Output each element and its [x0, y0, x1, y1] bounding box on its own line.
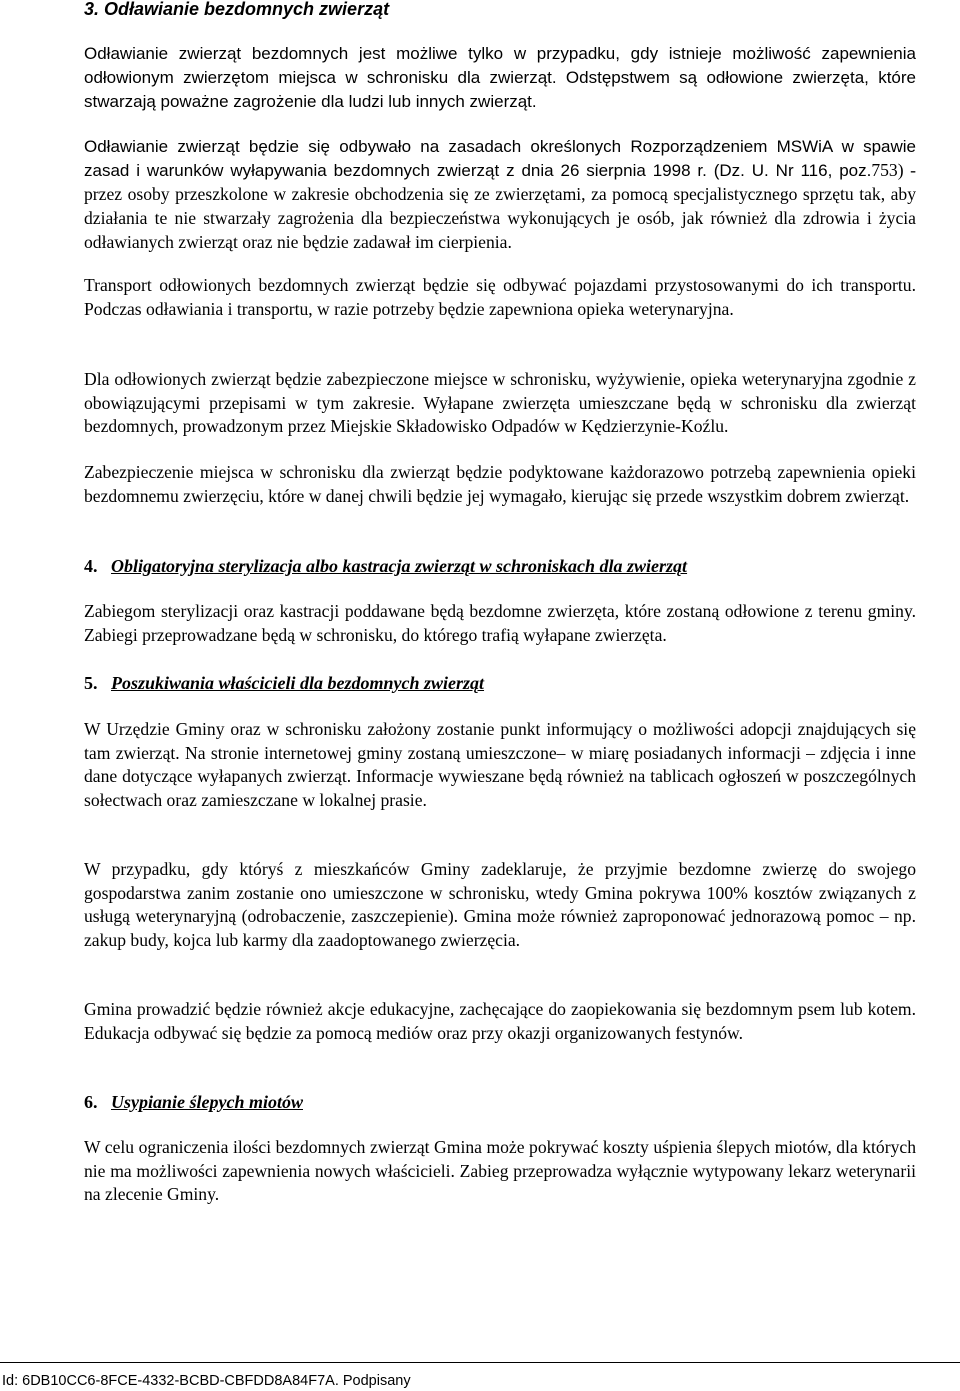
section-4-paragraph-1: Zabiegom sterylizacji oraz kastracji poddawane będą bezdomne zwierzęta, które zostaną odłowione z terenu gminy. Zabiegi przeprowadzane będą w schronisku, do którego trafią wyłapane zwierzęta. [84, 601, 916, 645]
section-5-paragraph-1: W Urzędzie Gminy oraz w schronisku założony zostanie punkt informujący o możliwości adopcji znajdujących się tam zwierząt. Na stronie internetowej gminy zostaną umieszczone– w miarę posiadanych informacji – zdjęcia i inne dane dotyczące wyłapanych zwierząt. Informacje wywieszane będą również na tablicach ogłoszeń w poszczególnych sołectwach oraz zamieszczane w lokalnej prasie. [84, 719, 916, 810]
document-footer [0, 1362, 960, 1389]
section-3-paragraph-5: Zabezpieczenie miejsca w schronisku dla zwierząt będzie podyktowane każdorazowo potrzebą zapewnienia opieki bezdomnemu zwierzęciu, które w danej chwili będzie jej wymagało, kierując się przede wszystkim dobrem zwierząt. [84, 462, 916, 506]
section-5-paragraph-3: Gmina prowadzić będzie również akcje edukacyjne, zachęcające do zaopiekowania się bezdomnym psem lub kotem. Edukacja odbywać się będzie za pomocą mediów oraz przy okazji organizowanych festynów. [84, 999, 916, 1043]
section-5-title: Poszukiwania właścicieli dla bezdomnych zwierząt [111, 673, 485, 693]
document-id-footer: Id: 6DB10CC6-8FCE-4332-BCBD-CBFDD8A84F7A. Podpisany [2, 1373, 411, 1389]
section-5-paragraph-2: W przypadku, gdy któryś z mieszkańców Gminy zadeklaruje, że przyjmie bezdomne zwierzę do swojego gospodarstwa zanim zostanie ono umieszczone w schronisku, wtedy Gmina pokrywa 100% kosztów związanych z usługą weterynaryjną (odrobaczenie, zaszczepienie). Gmina może również zaproponować jednorazową pomoc – np. zakup budy, kojca lub karmy dla zaadoptowanego zwierzęcia. [84, 859, 916, 950]
regulation-continuation-text: 753) - przez osoby przeszkolone w zakresie obchodzenia się ze zwierzętami, za pomocą specjalistycznego sprzętu tak, aby działania te nie stwarzały zagrożenia dla bezpieczeństwa wykonujących je osób, jak również dla zdrowia i życia odławianych zwierząt oraz nie będzie zadawał im cierpienia. [84, 160, 916, 252]
section-6-heading [84, 1090, 303, 1114]
section-4-heading [84, 554, 687, 578]
section-4-number: 4. [84, 556, 98, 576]
section-6-title: Usypianie ślepych miotów [111, 1092, 303, 1112]
section-6-paragraph-1: W celu ograniczenia ilości bezdomnych zwierząt Gmina może pokrywać koszty uśpienia ślepych miotów, dla których nie ma możliwości zapewnienia nowych właścicieli. Zabieg przeprowadza wyłącznie wytypowany lekarz weterynarii na zlecenie Gminy. [84, 1137, 916, 1204]
section-3-paragraph-4: Dla odłowionych zwierząt będzie zabezpieczone miejsce w schronisku, wyżywienie, opieka weterynaryjna zgodnie z obowiązującymi przepisami w tym zakresie. Wyłapane zwierzęta umieszczane będą w schronisku dla zwierząt bezdomnych, prowadzonym przez Miejskie Składowisko Odpadów w Kędzierzynie-Koźlu. [84, 369, 916, 436]
section-3-paragraph-2 [84, 135, 916, 255]
section-3-paragraph-1: Odławianie zwierząt bezdomnych jest możliwe tylko w przypadku, gdy istnieje możliwość zapewnienia odłowionym zwierzętom miejsca w schronisku dla zwierząt. Odstępstwem są odłowione zwierzęta, które stwarzają poważne zagrożenie dla ludzi lub innych zwierząt. [84, 44, 916, 111]
section-3-heading: 3. Odławianie bezdomnych zwierząt [84, 0, 390, 19]
regulation-reference-text: Odławianie zwierząt będzie się odbywało na zasadach określonych Rozporządzeniem MSWiA w spawie zasad i warunków wyłapywania bezdomnych zwierząt z dnia 26 sierpnia 1998 r. (Dz. U. Nr 116, poz. [84, 137, 916, 180]
section-6-number: 6. [84, 1092, 98, 1112]
section-3-paragraph-3: Transport odłowionych bezdomnych zwierząt będzie się odbywać pojazdami przystosowanymi do ich transportu. Podczas odławiania i transportu, w razie potrzeby będzie zapewniona opieka weterynaryjna. [84, 275, 916, 319]
section-5-number: 5. [84, 673, 98, 693]
section-4-title: Obligatoryjna sterylizacja albo kastracja zwierząt w schroniskach dla zwierząt [111, 556, 688, 576]
section-5-heading [84, 671, 484, 695]
